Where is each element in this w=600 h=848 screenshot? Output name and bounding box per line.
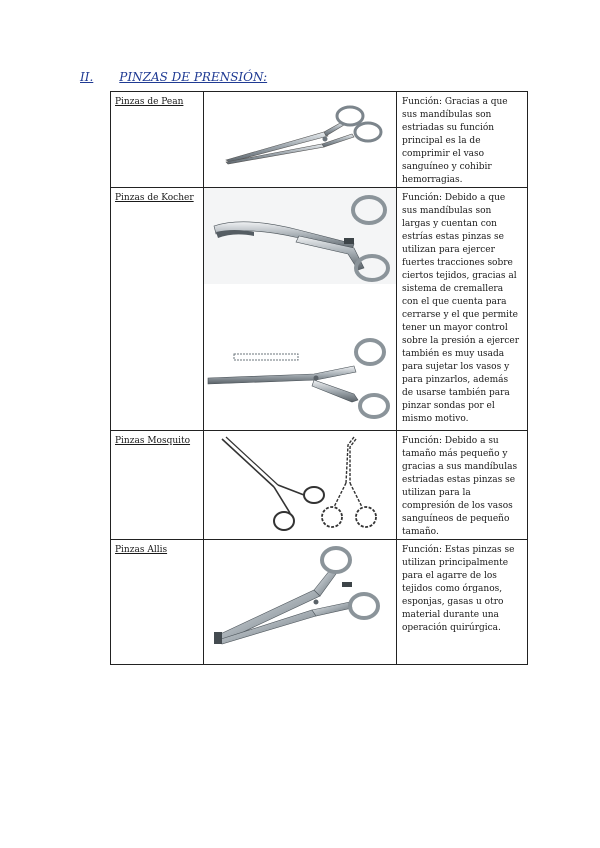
table-row-pean	[111, 92, 528, 188]
mosquito-forceps-icon	[204, 431, 396, 535]
kocher-forceps-icon	[204, 188, 396, 430]
section-numeral: II.	[80, 70, 94, 84]
instrument-name-kocher: Pinzas de Kocher	[111, 188, 204, 431]
pean-forceps-icon	[204, 92, 396, 184]
kocher-forceps-image	[204, 188, 397, 431]
instrument-description-allis: Función: Estas pinzas se utilizan principalmente para el agarre de los tejidos como órganos, esponjas, gasas u otro material durante una operación quirúrgica.	[397, 540, 528, 665]
instrument-name-mosquito: Pinzas Mosquito	[111, 431, 204, 540]
instrument-description-pean: Función: Gracias a que sus mandíbulas son estriadas su función principal es la de comprimir el vaso sanguíneo y cohibir hemorragias.	[397, 92, 528, 188]
forceps-table	[110, 91, 528, 665]
allis-forceps-image	[204, 540, 397, 665]
section-heading	[80, 70, 267, 84]
instrument-description-mosquito: Función: Debido a su tamaño más pequeño y gracias a sus mandíbulas estriadas estas pinzas se utilizan para la compresión de los vasos sanguíneos de pequeño tamaño.	[397, 431, 528, 540]
section-title: PINZAS DE PRENSIÓN:	[119, 70, 268, 84]
pean-forceps-image	[204, 92, 397, 188]
instrument-description-kocher: Función: Debido a que sus mandíbulas son largas y cuentan con estrías estas pinzas se utilizan para ejercer fuertes tracciones sobre ciertos tejidos, gracias al sistema de cremallera con el que cuenta para cerrarse y el que permite tener un mayor control sobre la presión a ejercer también es muy usada para sujetar los vasos y para pinzarlos, además de usarse también para pinzar sondas por el mismo motivo.	[397, 188, 528, 431]
instrument-name-allis: Pinzas Allis	[111, 540, 204, 665]
table-row-allis	[111, 540, 528, 665]
table-row-kocher	[111, 188, 528, 431]
allis-forceps-icon	[204, 540, 396, 664]
mosquito-forceps-image	[204, 431, 397, 540]
table-row-mosquito	[111, 431, 528, 540]
instrument-name-pean: Pinzas de Pean	[111, 92, 204, 188]
